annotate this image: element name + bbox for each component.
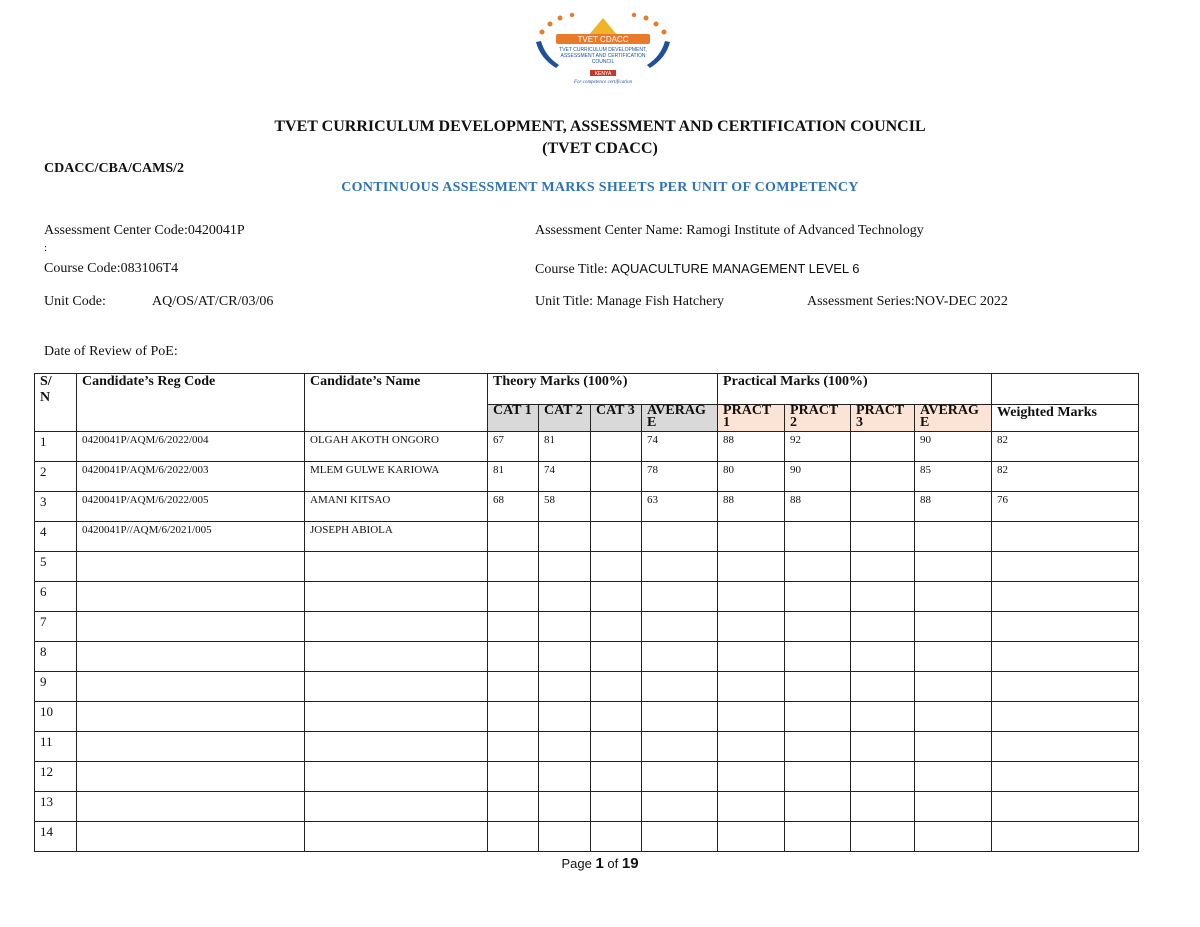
cat1-mark-cell (488, 792, 539, 822)
reg-code-cell (77, 612, 305, 642)
practical-1-mark-cell (718, 732, 785, 762)
serial-number-cell: 2 (35, 462, 77, 492)
tvet-cdacc-logo (528, 12, 678, 86)
candidate-name-cell (305, 762, 488, 792)
practical-1-mark-cell (718, 672, 785, 702)
cat2-mark-cell: 74 (539, 462, 591, 492)
serial-number-cell: 14 (35, 822, 77, 852)
cat3-mark-cell (591, 522, 642, 552)
svg-text:TVET CDACC: TVET CDACC (577, 35, 629, 44)
cat1-mark-cell: 67 (488, 432, 539, 462)
candidate-name-cell: OLGAH AKOTH ONGORO (305, 432, 488, 462)
cat1-mark-cell (488, 822, 539, 852)
table-row (35, 522, 1139, 552)
practical-average-cell (915, 762, 992, 792)
center-code-label: Assessment Center Code: (44, 223, 188, 238)
cat1-mark-cell (488, 762, 539, 792)
cat3-mark-cell (591, 672, 642, 702)
practical-3-mark-cell (851, 552, 915, 582)
candidate-name-cell (305, 732, 488, 762)
series-value: NOV-DEC 2022 (914, 294, 1008, 309)
theory-average-cell (642, 612, 718, 642)
serial-number-cell: 11 (35, 732, 77, 762)
weighted-mark-cell (992, 762, 1139, 792)
practical-average-cell (915, 792, 992, 822)
practical-1-mark-cell (718, 702, 785, 732)
practical-3-mark-cell (851, 702, 915, 732)
weighted-mark-cell (992, 642, 1139, 672)
header-reg-code: Candidate’s Reg Code (77, 374, 305, 432)
header-theory-average: AVERAG E (642, 405, 718, 432)
serial-number-cell: 5 (35, 552, 77, 582)
course-title (535, 261, 860, 278)
header-cat2: CAT 2 (539, 405, 591, 432)
reg-code-cell (77, 642, 305, 672)
practical-3-mark-cell (851, 732, 915, 762)
cat3-mark-cell (591, 612, 642, 642)
weighted-mark-cell: 76 (992, 492, 1139, 522)
svg-text:KENYA: KENYA (594, 71, 612, 77)
cat1-mark-cell (488, 672, 539, 702)
theory-average-cell: 78 (642, 462, 718, 492)
candidate-name-cell: AMANI KITSAO (305, 492, 488, 522)
table-row (35, 732, 1139, 762)
svg-text:ASSESSMENT AND CERTIFICATION: ASSESSMENT AND CERTIFICATION (560, 53, 646, 59)
weighted-mark-cell (992, 672, 1139, 702)
practical-average-cell: 90 (915, 432, 992, 462)
assessment-center-code (44, 223, 245, 239)
practical-2-mark-cell (785, 702, 851, 732)
practical-3-mark-cell (851, 822, 915, 852)
cat2-mark-cell (539, 672, 591, 702)
cat2-mark-cell: 81 (539, 432, 591, 462)
practical-3-mark-cell (851, 612, 915, 642)
practical-average-cell: 88 (915, 492, 992, 522)
cat1-mark-cell (488, 732, 539, 762)
candidate-name-cell (305, 822, 488, 852)
unit-code-value: AQ/OS/AT/CR/03/06 (152, 294, 274, 309)
weighted-mark-cell (992, 582, 1139, 612)
course-title-value: AQUACULTURE MANAGEMENT LEVEL 6 (611, 261, 860, 276)
weighted-mark-cell (992, 732, 1139, 762)
practical-2-mark-cell (785, 552, 851, 582)
header-blank (992, 374, 1139, 405)
weighted-mark-cell (992, 792, 1139, 822)
table-row (35, 432, 1139, 462)
practical-average-cell (915, 672, 992, 702)
cat2-mark-cell (539, 522, 591, 552)
practical-2-mark-cell (785, 822, 851, 852)
svg-text:TVET CURRICULUM DEVELOPMENT,: TVET CURRICULUM DEVELOPMENT, (559, 47, 647, 53)
svg-text:COUNCIL: COUNCIL (591, 59, 615, 65)
header-practical-2: PRACT 2 (785, 405, 851, 432)
candidate-name-cell (305, 702, 488, 732)
cat1-mark-cell: 81 (488, 462, 539, 492)
cat2-mark-cell (539, 582, 591, 612)
cat3-mark-cell (591, 552, 642, 582)
theory-average-cell (642, 522, 718, 552)
header-cat3: CAT 3 (591, 405, 642, 432)
header-cat1: CAT 1 (488, 405, 539, 432)
candidate-name-cell (305, 672, 488, 702)
cat1-mark-cell (488, 552, 539, 582)
cat3-mark-cell (591, 732, 642, 762)
table-row (35, 492, 1139, 522)
candidate-name-cell (305, 552, 488, 582)
assessment-series (807, 294, 1008, 310)
header-practical-average: AVERAG E (915, 405, 992, 432)
reg-code-cell (77, 792, 305, 822)
table-row (35, 792, 1139, 822)
cat1-mark-cell (488, 702, 539, 732)
practical-average-cell (915, 702, 992, 732)
serial-number-cell: 9 (35, 672, 77, 702)
table-row (35, 462, 1139, 492)
practical-average-cell (915, 522, 992, 552)
cat2-mark-cell (539, 792, 591, 822)
practical-average-cell (915, 582, 992, 612)
cat1-mark-cell (488, 522, 539, 552)
practical-2-mark-cell (785, 642, 851, 672)
weighted-mark-cell (992, 822, 1139, 852)
weighted-mark-cell: 82 (992, 432, 1139, 462)
cat3-mark-cell (591, 582, 642, 612)
council-title: TVET CURRICULUM DEVELOPMENT, ASSESSMENT AND CERTIFICATION COUNCIL (274, 118, 926, 135)
practical-average-cell (915, 612, 992, 642)
practical-average-cell (915, 642, 992, 672)
candidate-name-cell (305, 612, 488, 642)
practical-3-mark-cell (851, 522, 915, 552)
cat3-mark-cell (591, 462, 642, 492)
cat2-mark-cell: 58 (539, 492, 591, 522)
sheet-subtitle: CONTINUOUS ASSESSMENT MARKS SHEETS PER UNIT OF COMPETENCY (341, 180, 859, 195)
reg-code-cell (77, 552, 305, 582)
practical-3-mark-cell (851, 762, 915, 792)
table-row (35, 762, 1139, 792)
practical-2-mark-cell (785, 582, 851, 612)
cat2-mark-cell (539, 732, 591, 762)
of-label: of (607, 856, 619, 871)
theory-average-cell (642, 672, 718, 702)
practical-2-mark-cell: 92 (785, 432, 851, 462)
page-total: 19 (621, 855, 639, 872)
serial-number-cell: 3 (35, 492, 77, 522)
practical-3-mark-cell (851, 492, 915, 522)
cat2-mark-cell (539, 702, 591, 732)
logo-emblem (528, 12, 678, 86)
header-practical-3: PRACT 3 (851, 405, 915, 432)
marks-table-body (35, 432, 1139, 852)
cat2-mark-cell (539, 552, 591, 582)
cat3-mark-cell (591, 822, 642, 852)
practical-2-mark-cell: 90 (785, 462, 851, 492)
table-row (35, 582, 1139, 612)
theory-average-cell (642, 552, 718, 582)
table-row (35, 612, 1139, 642)
serial-number-cell: 6 (35, 582, 77, 612)
date-of-review: Date of Review of PoE: (44, 344, 178, 359)
practical-3-mark-cell (851, 432, 915, 462)
reg-code-cell (77, 732, 305, 762)
practical-1-mark-cell (718, 522, 785, 552)
cat1-mark-cell (488, 582, 539, 612)
table-row (35, 672, 1139, 702)
reg-code-cell: 0420041P//AQM/6/2021/005 (77, 522, 305, 552)
practical-2-mark-cell (785, 762, 851, 792)
cat1-mark-cell (488, 642, 539, 672)
header-sn: S/ N (35, 374, 77, 432)
theory-average-cell (642, 702, 718, 732)
practical-1-mark-cell (718, 552, 785, 582)
cat2-mark-cell (539, 762, 591, 792)
practical-average-cell: 85 (915, 462, 992, 492)
reg-code-cell: 0420041P/AQM/6/2022/004 (77, 432, 305, 462)
practical-3-mark-cell (851, 582, 915, 612)
svg-text:For competence certification: For competence certification (573, 80, 633, 85)
practical-1-mark-cell (718, 792, 785, 822)
practical-average-cell (915, 732, 992, 762)
header-weighted-marks: Weighted Marks (992, 405, 1139, 432)
practical-3-mark-cell (851, 642, 915, 672)
page-current: 1 (595, 855, 604, 872)
marks-table (34, 373, 1139, 852)
cat2-mark-cell (539, 642, 591, 672)
weighted-mark-cell (992, 522, 1139, 552)
practical-1-mark-cell (718, 642, 785, 672)
reg-code-cell (77, 702, 305, 732)
practical-average-cell (915, 552, 992, 582)
theory-average-cell: 63 (642, 492, 718, 522)
header-practical-marks: Practical Marks (100%) (718, 374, 992, 405)
cat2-mark-cell (539, 612, 591, 642)
serial-number-cell: 7 (35, 612, 77, 642)
practical-1-mark-cell: 88 (718, 432, 785, 462)
table-row (35, 822, 1139, 852)
header-candidate-name: Candidate’s Name (305, 374, 488, 432)
practical-2-mark-cell (785, 732, 851, 762)
weighted-mark-cell (992, 552, 1139, 582)
practical-2-mark-cell (785, 522, 851, 552)
practical-3-mark-cell (851, 462, 915, 492)
candidate-name-cell (305, 792, 488, 822)
practical-1-mark-cell (718, 762, 785, 792)
reg-code-cell (77, 762, 305, 792)
cat2-mark-cell (539, 822, 591, 852)
course-code-value: 083106T4 (120, 261, 179, 276)
weighted-mark-cell (992, 612, 1139, 642)
table-row (35, 552, 1139, 582)
cat3-mark-cell (591, 762, 642, 792)
unit-title (535, 294, 724, 310)
candidate-name-cell (305, 642, 488, 672)
candidate-name-cell (305, 582, 488, 612)
cat3-mark-cell (591, 702, 642, 732)
reg-code-cell: 0420041P/AQM/6/2022/005 (77, 492, 305, 522)
series-label: Assessment Series: (807, 294, 915, 309)
reg-code-cell: 0420041P/AQM/6/2022/003 (77, 462, 305, 492)
page-label: Page (561, 856, 592, 871)
weighted-mark-cell (992, 702, 1139, 732)
theory-average-cell (642, 642, 718, 672)
theory-average-cell: 74 (642, 432, 718, 462)
serial-number-cell: 10 (35, 702, 77, 732)
practical-1-mark-cell (718, 822, 785, 852)
practical-3-mark-cell (851, 672, 915, 702)
assessment-center-name (535, 223, 924, 239)
cat1-mark-cell: 68 (488, 492, 539, 522)
header-practical-1: PRACT 1 (718, 405, 785, 432)
serial-number-cell: 8 (35, 642, 77, 672)
reg-code-cell (77, 582, 305, 612)
theory-average-cell (642, 792, 718, 822)
cat3-mark-cell (591, 792, 642, 822)
course-code-label: Course Code: (44, 261, 121, 276)
course-title-label: Course Title: (535, 262, 608, 277)
theory-average-cell (642, 822, 718, 852)
center-code-value: 0420041P (187, 223, 245, 238)
stray-colon: : (44, 242, 48, 254)
document-reference: CDACC/CBA/CAMS/2 (44, 161, 184, 176)
course-code (44, 261, 178, 277)
unit-title-label: Unit Title: (535, 294, 593, 309)
serial-number-cell: 1 (35, 432, 77, 462)
cat3-mark-cell (591, 432, 642, 462)
page-footer (0, 855, 1200, 872)
practical-1-mark-cell: 80 (718, 462, 785, 492)
cat3-mark-cell (591, 492, 642, 522)
theory-average-cell (642, 582, 718, 612)
unit-code-label: Unit Code: (44, 294, 106, 309)
serial-number-cell: 12 (35, 762, 77, 792)
table-row (35, 702, 1139, 732)
practical-1-mark-cell (718, 582, 785, 612)
table-header-row-1 (35, 374, 1139, 405)
reg-code-cell (77, 672, 305, 702)
center-name-value: Ramogi Institute of Advanced Technology (686, 223, 924, 238)
serial-number-cell: 4 (35, 522, 77, 552)
candidate-name-cell: MLEM GULWE KARIOWA (305, 462, 488, 492)
practical-1-mark-cell (718, 612, 785, 642)
council-acronym: (TVET CDACC) (542, 140, 658, 157)
cat3-mark-cell (591, 642, 642, 672)
practical-1-mark-cell: 88 (718, 492, 785, 522)
candidate-name-cell: JOSEPH ABIOLA (305, 522, 488, 552)
table-row (35, 642, 1139, 672)
practical-2-mark-cell (785, 612, 851, 642)
center-name-label: Assessment Center Name: (535, 223, 683, 238)
header-theory-marks: Theory Marks (100%) (488, 374, 718, 405)
unit-title-value: Manage Fish Hatchery (596, 294, 724, 309)
practical-average-cell (915, 822, 992, 852)
practical-2-mark-cell (785, 672, 851, 702)
serial-number-cell: 13 (35, 792, 77, 822)
practical-3-mark-cell (851, 792, 915, 822)
practical-2-mark-cell: 88 (785, 492, 851, 522)
theory-average-cell (642, 732, 718, 762)
theory-average-cell (642, 762, 718, 792)
weighted-mark-cell: 82 (992, 462, 1139, 492)
reg-code-cell (77, 822, 305, 852)
practical-2-mark-cell (785, 792, 851, 822)
cat1-mark-cell (488, 612, 539, 642)
